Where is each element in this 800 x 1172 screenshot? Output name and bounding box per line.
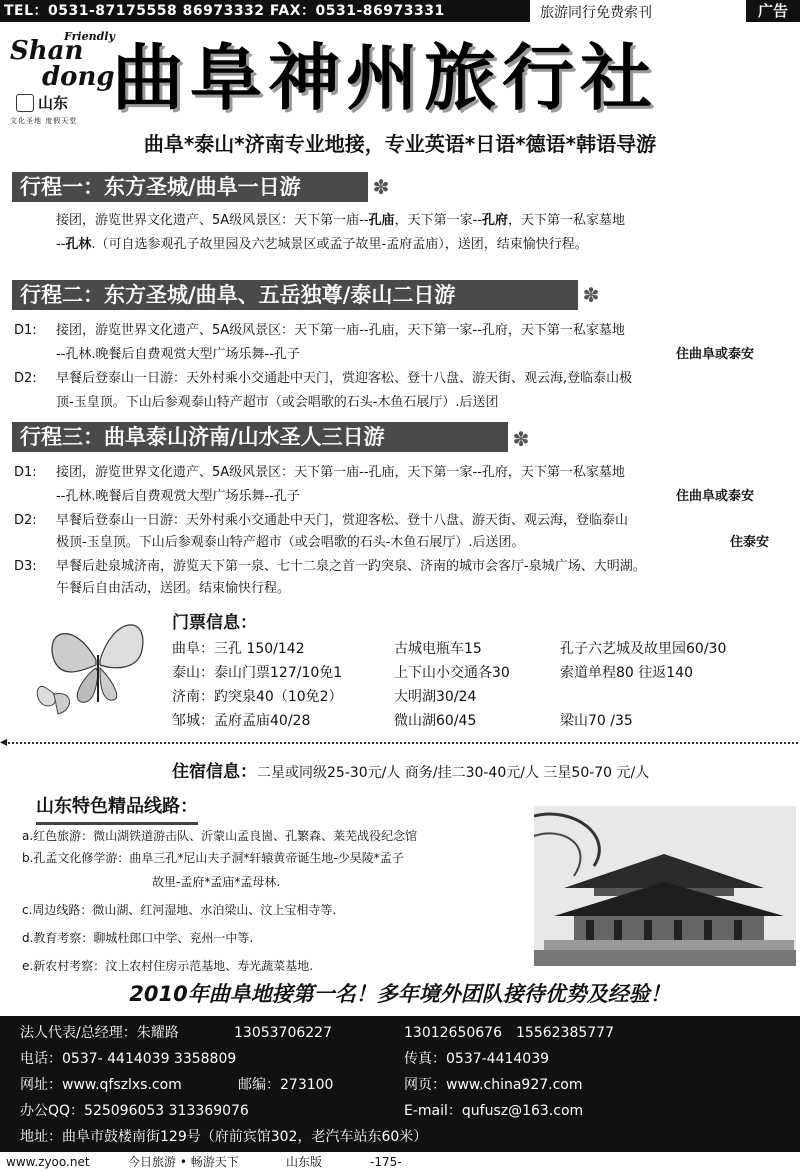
arrow-left-icon: ◂ [0, 734, 8, 750]
fax-value: 0537-4414039 [446, 1051, 550, 1067]
itinerary3-d1-line2: --孔林.晚餐后自费观赏大型广场乐舞--孔子 [56, 489, 300, 504]
itinerary3-d1-stay: 住曲阜或泰安 [676, 489, 755, 504]
site-label: 网址： [20, 1077, 62, 1093]
lodging-info [172, 760, 649, 785]
page-footer [0, 1152, 800, 1172]
agency-subtitle: 曲阜*泰山*济南专业地接，专业英语*日语*德语*韩语导游 [143, 132, 657, 156]
site-value: www.qfszlxs.com [62, 1077, 182, 1093]
logo-region: 山东 [38, 94, 69, 112]
temple-photo [534, 806, 796, 966]
zip-row [238, 1074, 333, 1096]
itinerary3-d3-line2: 午餐后自由活动，送团。结束愉快行程。 [56, 581, 291, 596]
itinerary3-d1-line1: 接团，游览世界文化遗产、5A级风景区：天下第一庙--孔庙，天下第一家--孔府，天下第一私家墓地 [56, 465, 625, 480]
qq-label: 办公QQ： [20, 1103, 85, 1119]
logo-friendly: Friendly [64, 30, 115, 43]
itinerary2-d1-line2: --孔林.晚餐后自费观赏大型广场乐舞--孔子 [56, 347, 300, 362]
agency-title: 曲阜神州旅行社 [112, 36, 659, 120]
kongmiao-bold: 孔庙 [368, 213, 395, 228]
rep-label: 法人代表/总经理： [20, 1025, 137, 1041]
qq-value: 525096053 313369076 [84, 1103, 249, 1119]
itinerary1-title: 行程一：东方圣城/曲阜一日游 [20, 175, 301, 199]
itinerary3-d2-stay: 住泰安 [730, 535, 770, 550]
dotted-divider [4, 742, 798, 744]
footer-slogan: 今日旅游 • 畅游天下 [128, 1155, 239, 1169]
route-b-cont: 故里-孟府*孟庙*孟母林. [152, 875, 281, 889]
itinerary2-d1-line1: 接团，游览世界文化遗产、5A级风景区：天下第一庙--孔庙，天下第一家--孔府，天下第一私家墓地 [56, 323, 625, 338]
ticket-daming-lake: 大明湖30/24 [394, 689, 477, 705]
web-value: www.china927.com [446, 1077, 583, 1093]
shandong-logo [8, 30, 115, 126]
phone-label: 电话： [20, 1051, 62, 1067]
itinerary2-d2-line2: 顶-玉皇顶。下山后参观泰山特产超市（或会唱歌的石头-木鱼石展厅）.后送团 [56, 395, 499, 410]
text-segment: .（可自选参观孔子故里园及六艺城景区或孟子故里-孟府孟庙），送团，结束愉快行程。 [91, 237, 588, 252]
ticket-cableway: 索道单程80 往返140 [560, 665, 693, 681]
address-value: 曲阜市鼓楼南街129号（府前宾馆302，老汽车站东60米） [62, 1129, 428, 1145]
itinerary3-d3-line1: 早餐后赴泉城济南，游览天下第一泉、七十二泉之首一趵突泉、济南的城市会客厅-泉城广场、大明湖。 [56, 559, 646, 574]
ticket-weishan-lake: 微山湖60/45 [394, 713, 477, 729]
zip-label: 邮编： [238, 1077, 280, 1093]
address-row [20, 1126, 427, 1148]
ticket-mountain-bus: 上下山小交通各30 [394, 665, 510, 681]
route-a: a.红色旅游：微山湖铁道游击队、沂蒙山孟良崮、孔繁森、莱芜战役纪念馆 [22, 829, 418, 843]
route-c: c.周边线路：微山湖、红河湿地、水泊梁山、汶上宝相寺等. [22, 903, 337, 917]
seal-icon [16, 94, 34, 112]
text-segment: ，天下第一家-- [394, 213, 482, 228]
ticket-liangshan: 梁山70 /35 [560, 713, 633, 729]
butterfly-icon [34, 610, 164, 730]
day-label: D1: [14, 465, 37, 480]
ticket-taishan: 泰山：泰山门票127/10免1 [172, 665, 343, 681]
footer-edition: 山东版 [286, 1155, 323, 1169]
lodging-title: 住宿信息： [172, 762, 257, 782]
itinerary2-title: 行程二：东方圣城/曲阜、五岳独尊/泰山二日游 [20, 283, 456, 307]
web-label: 网页： [404, 1077, 446, 1093]
flower-icon: ✽ [582, 283, 600, 307]
ticket-zoucheng: 邹城：孟府孟庙40/28 [172, 713, 311, 729]
address-label: 地址： [20, 1129, 62, 1145]
lodging-text: 二星或同级25-30元/人 商务/挂二30-40元/人 三星50-70 元/人 [257, 765, 650, 781]
mobile-2: 13012650676 [404, 1025, 502, 1041]
ticket-jinan: 济南：趵突泉40（10免2） [172, 689, 343, 705]
qq-row [20, 1100, 249, 1122]
page-number: -175- [370, 1155, 402, 1169]
zip-value: 273100 [280, 1077, 334, 1093]
itinerary1-banner [12, 172, 368, 202]
ticket-liuyi: 孔子六艺城及故里园60/30 [560, 641, 727, 657]
day-label: D3: [14, 559, 37, 574]
email-value: qufusz@163.com [461, 1103, 584, 1119]
day-label: D1: [14, 323, 37, 338]
day-label: D2: [14, 513, 37, 528]
rep-name: 朱耀路 [136, 1025, 179, 1041]
itinerary3-banner [12, 422, 508, 452]
flower-icon: ✽ [372, 175, 390, 199]
day-label: D2: [14, 371, 37, 386]
itinerary3-d2-line2: 极顶-玉皇顶。下山后参观泰山特产超市（或会唱歌的石头-木鱼石展厅）.后送团。 [56, 535, 525, 550]
logo-shan: Shan [10, 36, 84, 66]
fax-label: 传真： [404, 1051, 446, 1067]
routes-title: 山东特色精品线路： [36, 792, 198, 825]
phone-row [20, 1048, 236, 1070]
konglin-bold: 孔林 [65, 237, 92, 252]
mobile-3: 15562385777 [516, 1025, 614, 1041]
footer-contact-block [0, 1016, 800, 1152]
slogan: 2010年曲阜地接第一名！多年境外团队接待优势及经验！ [129, 982, 671, 1006]
itinerary2-d1-stay: 住曲阜或泰安 [676, 347, 755, 362]
top-bar [0, 0, 800, 22]
ad-label: 广告 [746, 0, 800, 22]
itinerary1-line2 [56, 234, 588, 256]
email-label: E-mail： [404, 1103, 462, 1119]
route-d: d.教育考察：聊城杜郎口中学、兖州一中等. [22, 931, 254, 945]
email-row [404, 1100, 583, 1122]
contact-line: TEL：0531-87175558 86973332 FAX：0531-86973331 [0, 0, 530, 22]
itinerary1-line1 [56, 210, 625, 232]
rep-row [20, 1022, 179, 1044]
itinerary2-banner [12, 280, 578, 310]
free-catalog-note: 旅游同行免费索刊 [540, 5, 652, 21]
tickets-title: 门票信息： [172, 613, 257, 633]
route-e: e.新农村考察：汶上农村住房示范基地、寿光蔬菜基地. [22, 959, 314, 973]
logo-dong: dong [42, 62, 115, 92]
mobile-1: 13053706227 [234, 1025, 332, 1041]
footer-site: www.zyoo.net [6, 1155, 90, 1169]
itinerary3-d2-line1: 早餐后登泰山一日游：天外村乘小交通赴中天门，赏迎客松、登十八盘、游天街、观云海，登临泰山 [56, 513, 629, 528]
fax-row [404, 1048, 549, 1070]
logo-tagline: 文化圣地 度假天堂 [10, 117, 78, 125]
route-b: b.孔孟文化修学游：曲阜三孔*尼山夫子洞*轩辕黄帝诞生地-少昊陵*孟子 [22, 851, 404, 865]
ticket-shuttle: 古城电瓶车15 [394, 641, 482, 657]
text-segment: 接团，游览世界文化遗产、5A级风景区：天下第一庙-- [56, 213, 369, 228]
ticket-qufu: 曲阜：三孔 150/142 [172, 641, 305, 657]
web-row [404, 1074, 583, 1096]
text-segment: -- [56, 237, 66, 252]
itinerary3-title: 行程三：曲阜泰山济南/山水圣人三日游 [20, 425, 385, 449]
flower-icon: ✽ [512, 427, 530, 451]
text-segment: ，天下第一私家墓地 [507, 213, 625, 228]
site-row [20, 1074, 182, 1096]
itinerary2-d2-line1: 早餐后登泰山一日游：天外村乘小交通赴中天门，赏迎客松、登十八盘、游天街、观云海,登临泰山极 [56, 371, 633, 386]
kongfu-bold: 孔府 [481, 213, 508, 228]
phone-value: 0537- 4414039 3358809 [62, 1051, 237, 1067]
